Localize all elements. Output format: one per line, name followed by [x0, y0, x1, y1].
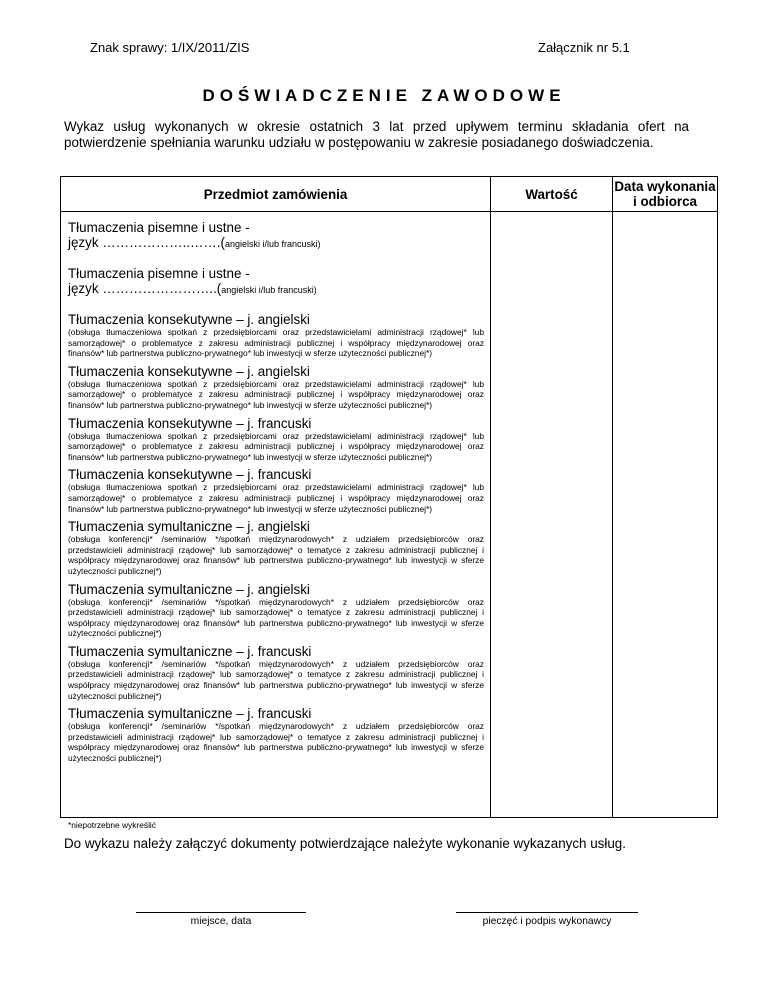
footnote: *niepotrzebne wykreślić: [68, 820, 156, 830]
service-description: (obsługa konferencji* /seminariów */spotkań międzynarodowych* z udziałem przedsiębiorców oraz przedstawicieli administracji rządowej* lub samorządowej* o tematyce z zakresu administracji publicznej i współpracy międzynarodowej oraz finansów* lub partnerstwa publiczno-prywatnego* lub inwestycji w sferze użyteczności publicznej*): [68, 534, 484, 576]
signature-stamp[interactable]: [456, 912, 638, 927]
signature-line: [136, 912, 306, 913]
value-cell[interactable]: [491, 212, 613, 818]
service-title: Tłumaczenia konsekutywne – j. francuski: [68, 467, 312, 483]
subject-cell[interactable]: [61, 212, 491, 830]
service-title: Tłumaczenia symultaniczne – j. angielski: [68, 519, 310, 535]
signature-line: [456, 912, 638, 913]
case-number: Znak sprawy: 1/IX/2011/ZIS: [90, 40, 250, 55]
service-item: [68, 582, 484, 639]
header-subject: Przedmiot zamówienia: [61, 177, 491, 212]
simple-item-line1: Tłumaczenia pisemne i ustne -: [68, 266, 250, 281]
service-title: Tłumaczenia symultaniczne – j. francuski: [68, 706, 312, 722]
service-item: [68, 416, 484, 463]
attachment-number: Załącznik nr 5.1: [538, 40, 630, 55]
service-item: [68, 467, 484, 514]
service-item: [68, 364, 484, 411]
service-title: Tłumaczenia konsekutywne – j. angielski: [68, 363, 310, 379]
page-title: DOŚWIADCZENIE ZAWODOWE: [202, 86, 566, 105]
service-description: (obsługa tłumaczeniowa spotkań z przedsiębiorcami oraz przedstawicielami administracji rządowej* lub samorządowej* o problematyce z zakresu administracji publicznej i współpracy międzynarodowej oraz finansów* lub partnerstwa publiczno-prywatnego* lub inwestycji w sferze użyteczności publicznej*): [68, 378, 484, 410]
language-field: język ……………………..(: [68, 281, 222, 296]
services-table: [60, 176, 718, 830]
service-description: (obsługa tłumaczeniowa spotkań z przedsiębiorcami oraz przedstawicielami administracji rządowej* lub samorządowej* o problematyce z zakresu administracji publicznej i współpracy międzynarodowej oraz finansów* lub partnerstwa publiczno-prywatnego* lub inwestycji w sferze użyteczności publicznej*): [68, 482, 484, 514]
service-title: Tłumaczenia konsekutywne – j. angielski: [68, 312, 310, 327]
service-description: (obsługa konferencji* /seminariów */spotkań międzynarodowych* z udziałem przedsiębiorców oraz przedstawicieli administracji rządowej* lub samorządowej* o tematyce z zakresu administracji publicznej i współpracy międzynarodowej oraz finansów* lub partnerstwa publiczno-prywatnego* lub inwestycji w sferze użyteczności publicznej*): [68, 596, 484, 639]
simple-item: [68, 220, 484, 252]
signature-label: miejsce, data: [190, 916, 252, 927]
simple-item-line1: Tłumaczenia pisemne i ustne -: [68, 220, 250, 235]
service-item: [68, 644, 484, 701]
simple-item-line2: [68, 281, 484, 298]
signature-place-date[interactable]: [136, 912, 306, 927]
service-item: [68, 312, 484, 359]
header-date-recipient: Data wykonania i odbiorca: [613, 177, 718, 212]
intro-paragraph: Wykaz usług wykonanych w okresie ostatnich 3 lat przed upływem terminu składania ofert na potwierdzenie spełniania warunku udziału w postępowaniu w zakresie posiadanego doświadczenia.: [64, 119, 689, 150]
service-description: (obsługa tłumaczeniowa spotkań z przedsiębiorcami oraz przedstawicielami administracji rządowej* lub samorządowej* o problematyce z zakresu administracji publicznej i współpracy międzynarodowej oraz finansów* lub partnerstwa publiczno-prywatnego* lub inwestycji w sferze użyteczności publicznej*): [68, 327, 484, 359]
service-title: Tłumaczenia symultaniczne – j. angielski: [68, 581, 310, 597]
language-options: angielski i/lub francuski): [224, 239, 321, 249]
service-title: Tłumaczenia konsekutywne – j. francuski: [68, 415, 312, 431]
service-item: [68, 706, 484, 763]
service-item: [68, 519, 484, 576]
service-description: (obsługa konferencji* /seminariów */spotkań międzynarodowych* z udziałem przedsiębiorców oraz przedstawicieli administracji rządowej* lub samorządowej* o tematyce z zakresu administracji publicznej i współpracy międzynarodowej oraz finansów* lub partnerstwa publiczno-prywatnego* lub inwestycji w sferze użyteczności publicznej*): [68, 658, 484, 701]
closing-statement: Do wykazu należy załączyć dokumenty potwierdzające należyte wykonanie wykazanych usług.: [64, 836, 626, 851]
simple-item: [68, 266, 484, 298]
header-value: Wartość: [491, 177, 613, 212]
service-description: (obsługa tłumaczeniowa spotkań z przedsiębiorcami oraz przedstawicielami administracji rządowej* lub samorządowej* o problematyce z zakresu administracji publicznej i współpracy międzynarodowej oraz finansów* lub partnerstwa publiczno-prywatnego* lub inwestycji w sferze użyteczności publicznej*): [68, 430, 484, 462]
date-recipient-cell[interactable]: [613, 212, 718, 818]
table-header-row: [61, 177, 718, 212]
table-body-row: [61, 212, 718, 818]
signature-label: pieczęć i podpis wykonawcy: [482, 916, 612, 927]
language-options: angielski i/lub francuski): [221, 285, 317, 295]
simple-item-line2: [68, 235, 484, 252]
language-field: język ………………..…….(: [68, 235, 225, 250]
service-description: (obsługa konferencji* /seminariów */spotkań międzynarodowych* z udziałem przedsiębiorców oraz przedstawicieli administracji rządowej* lub samorządowej* o tematyce z zakresu administracji publicznej i współpracy międzynarodowej oraz finansów* lub partnerstwa publiczno-prywatnego* lub inwestycji w sferze użyteczności publicznej*): [68, 721, 484, 764]
service-title: Tłumaczenia symultaniczne – j. francuski: [68, 643, 312, 659]
